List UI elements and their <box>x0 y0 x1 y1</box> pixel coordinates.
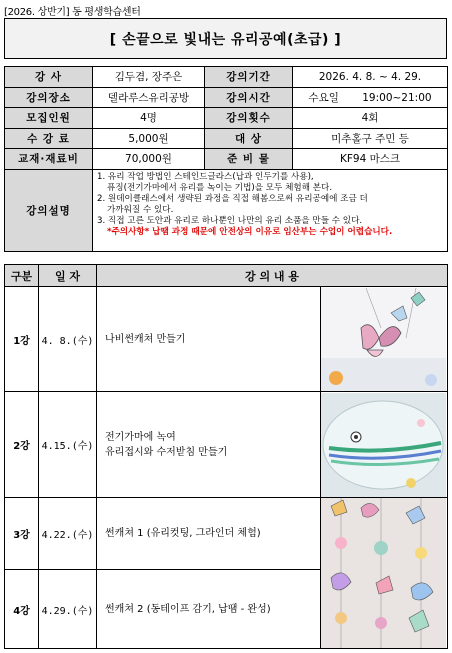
venue-value: 델라루스유리공방 <box>93 87 205 108</box>
col-session-header: 구분 <box>5 265 39 287</box>
suncatcher-mobile-photo <box>321 498 448 649</box>
time-cell <box>293 87 448 108</box>
content-line: 나비썬캐쳐 만들기 <box>105 333 186 345</box>
content-line: 유리접시와 수저받침 만들기 <box>105 446 228 458</box>
session-content <box>97 392 321 498</box>
desc-line: 2. 원데이클래스에서 생략된 과정을 직접 해봄으로써 유리공예에 조금 더 <box>97 193 368 204</box>
session-date: 4.15.(수) <box>39 392 97 498</box>
venue-label: 강의장소 <box>5 87 93 108</box>
page-title-text: [ 손끝으로 빛내는 유리공예(초급) ] <box>109 31 342 48</box>
desc-line: 퓨징(전기가마에서 유리를 녹이는 기법)을 모두 체험해 본다. <box>107 182 333 193</box>
table-row <box>5 498 448 570</box>
course-info-table <box>4 66 448 252</box>
capacity-label: 모집인원 <box>5 108 93 129</box>
supplies-value: KF94 마스크 <box>293 149 448 170</box>
count-value: 4회 <box>293 108 448 129</box>
session-number: 1강 <box>5 287 39 392</box>
instructor-value: 김두겸, 장주은 <box>93 67 205 88</box>
session-number: 4강 <box>5 570 39 649</box>
desc-content <box>93 169 448 251</box>
target-value: 미추홀구 주민 등 <box>293 128 448 149</box>
session-date: 4.22.(수) <box>39 498 97 570</box>
col-date-header: 일 자 <box>39 265 97 287</box>
capacity-value: 4명 <box>93 108 205 129</box>
butterfly-suncatcher-photo <box>321 287 448 392</box>
target-label: 대 상 <box>205 128 293 149</box>
content-line: 썬캐쳐 2 (동테이프 감기, 납땜 - 완성) <box>105 603 271 615</box>
content-line: 썬캐쳐 1 (유리컷팅, 그라인더 체험) <box>105 528 261 540</box>
desc-line: 1. 유리 작업 방법인 스테인드글라스(납과 인두기를 사용), <box>97 171 314 182</box>
session-date: 4. 8.(수) <box>39 287 97 392</box>
session-content <box>97 570 321 649</box>
glass-plate-photo <box>321 392 448 498</box>
desc-label: 강의설명 <box>5 169 93 251</box>
session-number: 2강 <box>5 392 39 498</box>
table-row <box>5 287 448 392</box>
session-content <box>97 498 321 570</box>
desc-warning: *주의사항* 납땜 과정 때문에 안전상의 이유로 임산부는 수업이 어렵습니다. <box>107 226 393 237</box>
table-row <box>5 392 448 498</box>
time-label: 강의시간 <box>205 87 293 108</box>
material-label: 교재·재료비 <box>5 149 93 170</box>
session-number: 3강 <box>5 498 39 570</box>
schedule-table <box>4 264 448 649</box>
semester-header: [2026. 상반기] 동 평생학습센터 <box>4 7 141 18</box>
time-day: 수요일 <box>308 91 339 104</box>
col-content-header: 강 의 내 용 <box>97 265 448 287</box>
period-value: 2026. 4. 8. ~ 4. 29. <box>293 67 448 88</box>
material-value: 70,000원 <box>93 149 205 170</box>
fee-value: 5,000원 <box>93 128 205 149</box>
desc-line: 가까워질 수 있다. <box>107 204 174 215</box>
time-value: 19:00~21:00 <box>362 91 432 104</box>
count-label: 강의횟수 <box>205 108 293 129</box>
page-title <box>4 18 447 59</box>
session-content <box>97 287 321 392</box>
content-line: 전기가마에 녹여 <box>105 431 176 443</box>
period-label: 강의기간 <box>205 67 293 88</box>
fee-label: 수 강 료 <box>5 128 93 149</box>
supplies-label: 준 비 물 <box>205 149 293 170</box>
session-date: 4.29.(수) <box>39 570 97 649</box>
desc-line: 3. 직접 고른 도안과 유리로 하나뿐인 나만의 유리 소품을 만들 수 있다. <box>97 215 363 226</box>
instructor-label: 강 사 <box>5 67 93 88</box>
